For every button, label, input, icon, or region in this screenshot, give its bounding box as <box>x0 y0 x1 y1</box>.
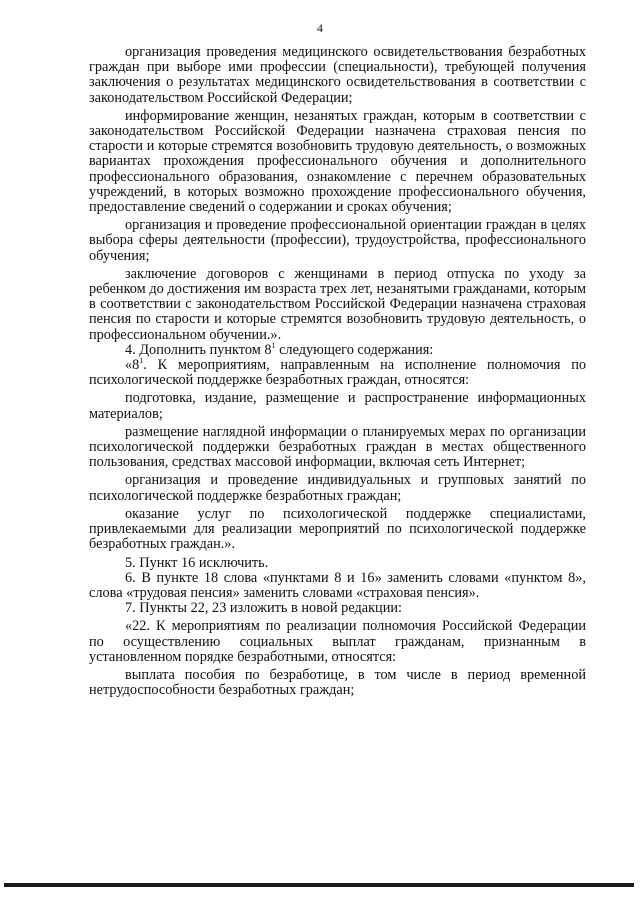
paragraph-item-5: 5. Пункт 16 исключить. <box>125 554 269 571</box>
paragraph-specialist-services: оказание услуг по психологической поддержке специалистами, привлекаемыми для реализации мероприятий по психологической поддержке безработных граждан.». <box>89 505 586 553</box>
paragraph-item-4 <box>89 340 586 358</box>
paragraph-visual-info: размещение наглядной информации о планируемых мерах по организации психологической поддержки безработных граждан в местах общественного пользования, средствах массовой информации, включая сеть Интернет; <box>89 423 586 471</box>
paragraph-item-7: 7. Пункты 22, 23 изложить в новой редакции: <box>125 600 402 617</box>
item-4-text-before: 4. Дополнить пунктом 8 <box>125 341 272 358</box>
item-8-1-superscript: 1 <box>139 356 144 366</box>
paragraph-item-22: «22. К мероприятиям по реализации полномочия Российской Федерации по осуществлению социальных выплат гражданам, признанным в установленном порядке безработными, относятся: <box>89 618 586 665</box>
item-8-1-text-after: . К мероприятиям, направленным на исполнение полномочия по психологической поддержке безработных граждан, относятся: <box>89 357 586 389</box>
paragraph-group-sessions: организация и проведение индивидуальных и групповых занятий по психологической поддержке безработных граждан; <box>89 472 586 504</box>
page-number: 4 <box>317 21 323 35</box>
paragraph-item-6: 6. В пункте 18 слова «пунктами 8 и 16» заменить словами «пунктом 8», слова «трудовая пенсия» заменить словами «страховая пенсия». <box>89 569 586 601</box>
paragraph-medical-examination: организация проведения медицинского освидетельствования безработных граждан при выборе ими профессии (специальности), требующей получения заключения о результатах медицинского освидетельствования в соответствии с законодательством Российской Федерации; <box>89 44 586 106</box>
paragraph-contracts: заключение договоров с женщинами в период отпуска по уходу за ребенком до достижения им возраста трех лет, незанятыми гражданами, которым в соответствии с законодательством Российской Федерации назначена страховая пенсия по старости и которые стремятся возобновить трудовую деятельность, о профессиональном обучении.». <box>89 265 586 343</box>
item-4-superscript: 1 <box>271 340 276 350</box>
paragraph-career-guidance: организация и проведение профессиональной ориентации граждан в целях выбора сферы деятельности (профессии), трудоустройства, профессионального обучения; <box>89 217 586 264</box>
paragraph-materials: подготовка, издание, размещение и распространение информационных материалов; <box>89 390 586 422</box>
document-body <box>89 45 586 698</box>
item-8-1-text-before: «8 <box>125 357 140 374</box>
bottom-divider <box>4 883 634 887</box>
item-4-text-after: следующего содержания: <box>275 341 434 358</box>
paragraph-informing-women: информирование женщин, незанятых граждан, которым в соответствии с законодательством Российской Федерации назначена страховая пенсия по старости и которые стремятся возобновить трудовую деятельность, о возможных вариантах прохождения профессионального обучения и дополнительного профессионального образования, ознакомление с перечнем образовательных учреждений, в которых возможно прохождение профессионального обучения, предоставление сведений о содержании и сроках обучения; <box>89 107 586 216</box>
paragraph-unemployment-benefit: выплата пособия по безработице, в том числе в период временной нетрудоспособности безработных граждан; <box>89 666 586 699</box>
paragraph-item-8-1 <box>89 358 586 388</box>
